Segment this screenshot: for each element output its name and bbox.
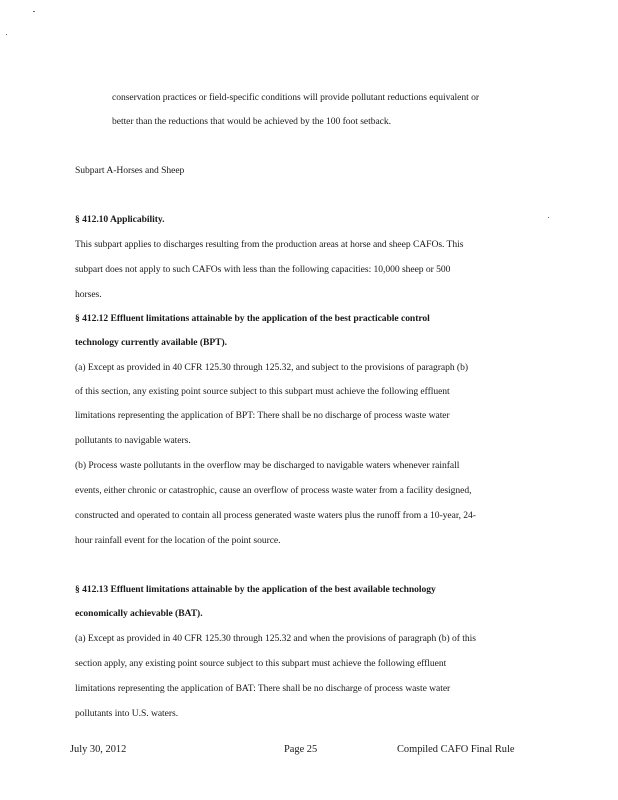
section-412-12-a-line-2: of this section, any existing point source subject to this subpart must achieve the following effluent [75, 386, 450, 397]
footer-page-number: Page 25 [284, 744, 318, 755]
section-412-12-b-line-1: (b) Process waste pollutants in the overflow may be discharged to navigable waters whenever rainfall [75, 460, 460, 471]
section-412-13-heading-2: economically achievable (BAT). [75, 608, 203, 619]
section-412-12-heading-2: technology currently available (BPT). [75, 337, 227, 348]
section-412-13-a-line-3: limitations representing the application of BAT: There shall be no discharge of process waste water [75, 683, 451, 694]
section-412-10-line-1: This subpart applies to discharges resulting from the production areas at horse and sheep CAFOs. This [75, 239, 464, 250]
section-412-12-b-line-4: hour rainfall event for the location of the point source. [75, 535, 281, 546]
section-412-12-a-line-3: limitations representing the application of BPT: There shall be no discharge of process waste water [75, 410, 450, 421]
scan-speck [33, 11, 35, 12]
section-412-10-line-2: subpart does not apply to such CAFOs with less than the following capacities: 10,000 sheep or 500 [75, 264, 451, 275]
scan-speck [548, 217, 549, 218]
section-412-12-a-line-4: pollutants to navigable waters. [75, 435, 191, 446]
footer-document-title: Compiled CAFO Final Rule [397, 744, 515, 755]
footer-date: July 30, 2012 [70, 744, 127, 755]
section-412-13-a-line-4: pollutants into U.S. waters. [75, 708, 179, 719]
section-412-12-b-line-3: constructed and operated to contain all process generated waste waters plus the runoff from a 10-year, 24- [75, 510, 476, 521]
section-412-10-heading: § 412.10 Applicability. [75, 214, 165, 225]
section-412-10-line-3: horses. [75, 289, 102, 300]
subpart-heading: Subpart A-Horses and Sheep [75, 165, 185, 176]
scan-speck [6, 34, 7, 35]
section-412-13-a-line-1: (a) Except as provided in 40 CFR 125.30 through 125.32 and when the provisions of paragraph (b) of this [75, 633, 476, 644]
section-412-13-heading-1: § 412.13 Effluent limitations attainable by the application of the best available technology [75, 584, 436, 595]
section-412-12-b-line-2: events, either chronic or catastrophic, cause an overflow of process waste water from a facility designed, [75, 485, 472, 496]
section-412-12-heading-1: § 412.12 Effluent limitations attainable by the application of the best practicable control [75, 313, 430, 324]
intro-line-2: better than the reductions that would be achieved by the 100 foot setback. [112, 116, 391, 127]
section-412-12-a-line-1: (a) Except as provided in 40 CFR 125.30 through 125.32, and subject to the provisions of paragraph (b) [75, 362, 468, 373]
section-412-13-a-line-2: section apply, any existing point source subject to this subpart must achieve the following effluent [75, 658, 447, 669]
intro-line-1: conservation practices or field-specific conditions will provide pollutant reductions equivalent or [112, 92, 479, 103]
